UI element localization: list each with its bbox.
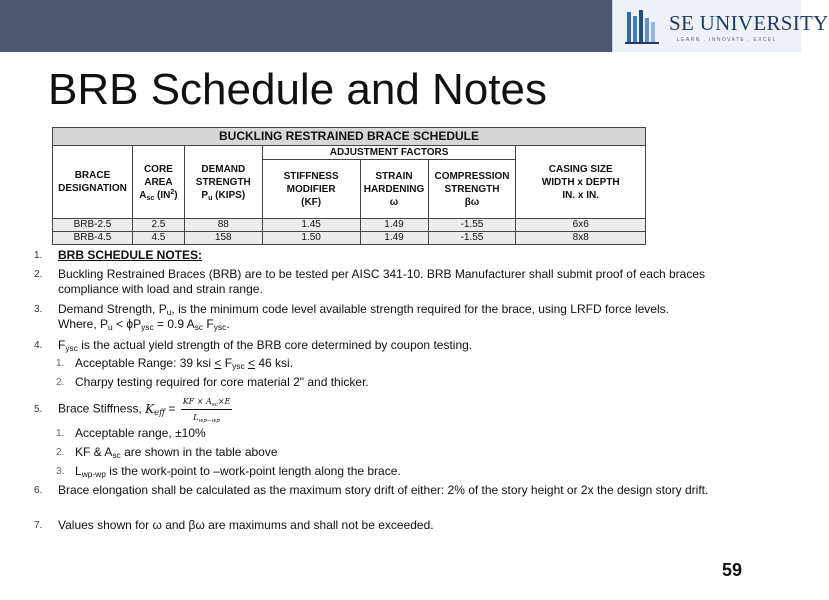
cell-beta-omega: -1.55 (428, 219, 516, 232)
note-text: Values shown for ω and βω are maximums and shall not be exceeded. (58, 518, 434, 532)
table-title-row (53, 128, 646, 146)
cell-beta-omega: -1.55 (428, 232, 516, 245)
cell-designation: BRB-4.5 (53, 232, 133, 245)
note-number: 1. (34, 250, 43, 261)
note-text: Demand Strength, $P_u$, is the minimum code level available strength required for the brace, using LRFD force levels. Where, $P_u < \phi P_{ysc} = 0.9$ $A_{sc}$ $F_{ysc}$. (58, 302, 669, 332)
note-number: 3. (56, 466, 65, 477)
note-text: Brace elongation shall be calculated as the maximum story drift of either: 2% of the story height or 2x the design story drift. (58, 483, 709, 497)
note-text: Buckling Restrained Braces (BRB) are to be tested per AISC 341-10. BRB Manufacturer shall submit proof of each braces compliance with load and strain range. (58, 267, 705, 296)
cell-kf: 1.50 (262, 232, 360, 245)
note-number: 1. (56, 428, 65, 439)
col-header-casing-size: CASING SIZE WIDTH x DEPTH IN. x IN. (516, 146, 646, 219)
col-header-designation: BRACE DESIGNATION (53, 146, 133, 219)
note-text: Charpy testing required for core material 2" and thicker. (75, 375, 369, 389)
logo-tagline: LEARN . INNOVATE . EXCEL (677, 37, 777, 43)
table-header-row (53, 146, 646, 160)
col-header-adjustment-factors: ADJUSTMENT FACTORS (262, 146, 516, 160)
note-text: Acceptable range, ±10% (75, 426, 206, 440)
cell-omega: 1.49 (360, 232, 428, 245)
note-number: 2. (56, 447, 65, 458)
slide-title: BRB Schedule and Notes (48, 65, 547, 114)
col-header-compression-strength: COMPRESSION STRENGTH βω (428, 160, 516, 219)
cell-omega: 1.49 (360, 219, 428, 232)
stiffness-symbol: $K_{eff}$ (145, 401, 166, 417)
cell-demand: 158 (184, 232, 262, 245)
note-number: 1. (56, 358, 65, 369)
note-number: 2. (34, 269, 43, 280)
brace-schedule-table (52, 127, 646, 245)
table-title: BUCKLING RESTRAINED BRACE SCHEDULE (53, 128, 646, 146)
note-text: Brace Stiffness, $K_{eff}$ = $\frac{KF \times A_{sc}\times E}{L_{wp-wp}}$ (58, 394, 758, 425)
logo-name: SE UNIVERSITY (669, 11, 829, 35)
university-logo (612, 0, 829, 52)
note-text: $L_{wp-wp}$ is the work-point to –work-point length along the brace. (75, 464, 401, 479)
cell-core-area: 4.5 (132, 232, 184, 245)
note-number: 4. (34, 340, 43, 351)
note-number: 3. (34, 304, 43, 315)
table-row (53, 232, 646, 245)
note-text: KF & $A_{sc}$ are shown in the table above (75, 445, 278, 460)
cell-casing: 6x6 (516, 219, 646, 232)
note-number: 7. (34, 520, 43, 531)
top-banner (0, 0, 612, 52)
col-header-core-area: CORE AREA $A_{sc}$ $(IN^2)$ (132, 146, 184, 219)
note-text: Acceptable Range: 39 ksi < $F_{ysc} < 46$ ksi. (75, 356, 294, 371)
table-row (53, 219, 646, 232)
cell-demand: 88 (184, 219, 262, 232)
page-number: 59 (722, 560, 743, 580)
notes-heading: BRB SCHEDULE NOTES: (58, 248, 203, 262)
building-logo-icon (623, 6, 663, 46)
stiffness-formula-fraction: $\frac{KF \times A_{sc}\times E}{L_{wp-wp}}$ (181, 394, 233, 425)
cell-core-area: 2.5 (132, 219, 184, 232)
cell-kf: 1.45 (262, 219, 360, 232)
note-number: 2. (56, 377, 65, 388)
note-text: $F_{ysc}$ is the actual yield strength of the BRB core determined by coupon testing. (58, 338, 473, 353)
col-header-stiffness-modifier: STIFFNESS MODIFIER (KF) (262, 160, 360, 219)
cell-designation: BRB-2.5 (53, 219, 133, 232)
col-header-demand-strength: DEMAND STRENGTH $P_u$ (KIPS) (184, 146, 262, 219)
note-number: 5. (34, 404, 43, 415)
cell-casing: 8x8 (516, 232, 646, 245)
col-header-strain-hardening: STRAIN HARDENING ω (360, 160, 428, 219)
note-number: 6. (34, 485, 43, 496)
